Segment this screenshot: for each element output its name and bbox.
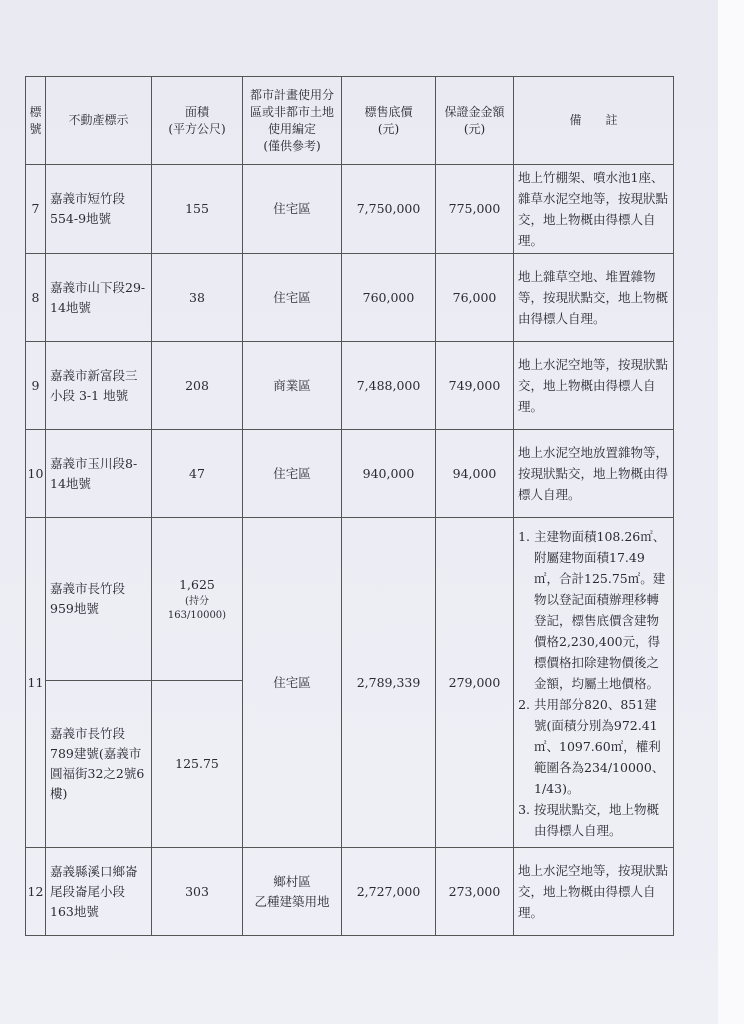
area-value: 38	[152, 254, 243, 342]
area-value: 125.75	[152, 681, 243, 848]
remarks-text: 地上水泥空地等，按現狀點交，地上物概由得標人自理。	[514, 342, 674, 430]
zoning-value	[243, 848, 342, 936]
remarks-text: 地上水泥空地放置雜物等，按現狀點交，地上物概由得標人自理。	[514, 430, 674, 518]
header-row	[26, 77, 674, 165]
table-row	[26, 254, 674, 342]
area-value: 208	[152, 342, 243, 430]
property-label: 嘉義市短竹段554-9地號	[46, 165, 152, 254]
row-number: 9	[26, 342, 46, 430]
property-label: 嘉義市玉川段8-14地號	[46, 430, 152, 518]
property-label: 嘉義市長竹段959地號	[46, 518, 152, 681]
row-number: 8	[26, 254, 46, 342]
remarks-item: 2. 共用部分820、851建號(面積分別為972.41㎡、1097.60㎡，權利範圍各為234/10000、1/43)。	[534, 694, 669, 799]
remarks-text: 地上水泥空地等，按現狀點交，地上物概由得標人自理。	[514, 848, 674, 936]
remarks-list	[514, 518, 674, 848]
zoning-value: 住宅區	[243, 254, 342, 342]
zoning-value: 住宅區	[243, 430, 342, 518]
deposit-value: 94,000	[436, 430, 514, 518]
property-label: 嘉義市新富段三小段 3-1 地號	[46, 342, 152, 430]
row-number: 10	[26, 430, 46, 518]
row-number: 12	[26, 848, 46, 936]
row-number: 7	[26, 165, 46, 254]
area-total: 1,625	[179, 577, 215, 592]
deposit-value: 749,000	[436, 342, 514, 430]
area-value: 155	[152, 165, 243, 254]
deposit-value: 279,000	[436, 518, 514, 848]
base-price-value: 2,789,339	[342, 518, 436, 848]
base-price-value: 760,000	[342, 254, 436, 342]
area-value: 303	[152, 848, 243, 936]
row-number: 11	[26, 518, 46, 848]
deposit-value: 775,000	[436, 165, 514, 254]
property-sale-table	[25, 76, 674, 936]
area-share: (持分163/10000)	[167, 596, 227, 621]
property-label: 嘉義縣溪口鄉崙尾段崙尾小段163地號	[46, 848, 152, 936]
area-value: 47	[152, 430, 243, 518]
header-zoning: 都市計畫使用分區或非都市土地使用編定 (僅供參考)	[243, 77, 342, 165]
header-no: 標號	[26, 77, 46, 165]
base-price-value: 940,000	[342, 430, 436, 518]
remarks-text: 地上竹棚架、噴水池1座、雜草水泥空地等，按現狀點交，地上物概由得標人自理。	[514, 165, 674, 254]
zoning-value: 商業區	[243, 342, 342, 430]
base-price-value: 7,750,000	[342, 165, 436, 254]
header-deposit: 保證金金額 (元)	[436, 77, 514, 165]
remarks-item: 1. 主建物面積108.26㎡、附屬建物面積17.49㎡，合計125.75㎡。建物以登記面積辦理移轉登記，標售底價含建物價格2,230,400元，得標價格扣除建物價後之金額，均屬土地價格。	[534, 526, 669, 694]
deposit-value: 273,000	[436, 848, 514, 936]
property-label: 嘉義市長竹段789建號(嘉義市圓福街32之2號6樓)	[46, 681, 152, 848]
base-price-value: 2,727,000	[342, 848, 436, 936]
property-label: 嘉義市山下段29-14地號	[46, 254, 152, 342]
zoning-line: 乙種建築用地	[254, 893, 330, 909]
table-row	[26, 430, 674, 518]
remarks-item: 3. 按現狀點交，地上物概由得標人自理。	[534, 799, 669, 841]
deposit-value: 76,000	[436, 254, 514, 342]
page-edge	[718, 0, 744, 1024]
zoning-line: 鄉村區	[273, 873, 311, 889]
table-row-11-land	[26, 518, 674, 681]
zoning-value: 住宅區	[243, 518, 342, 848]
header-area: 面積 (平方公尺)	[152, 77, 243, 165]
table-row	[26, 848, 674, 936]
zoning-value: 住宅區	[243, 165, 342, 254]
header-remarks: 備 註	[514, 77, 674, 165]
area-value	[152, 518, 243, 681]
table-row	[26, 342, 674, 430]
base-price-value: 7,488,000	[342, 342, 436, 430]
remarks-text: 地上雜草空地、堆置雜物等，按現狀點交，地上物概由得標人自理。	[514, 254, 674, 342]
header-base-price: 標售底價 (元)	[342, 77, 436, 165]
table-row	[26, 165, 674, 254]
header-property: 不動產標示	[46, 77, 152, 165]
